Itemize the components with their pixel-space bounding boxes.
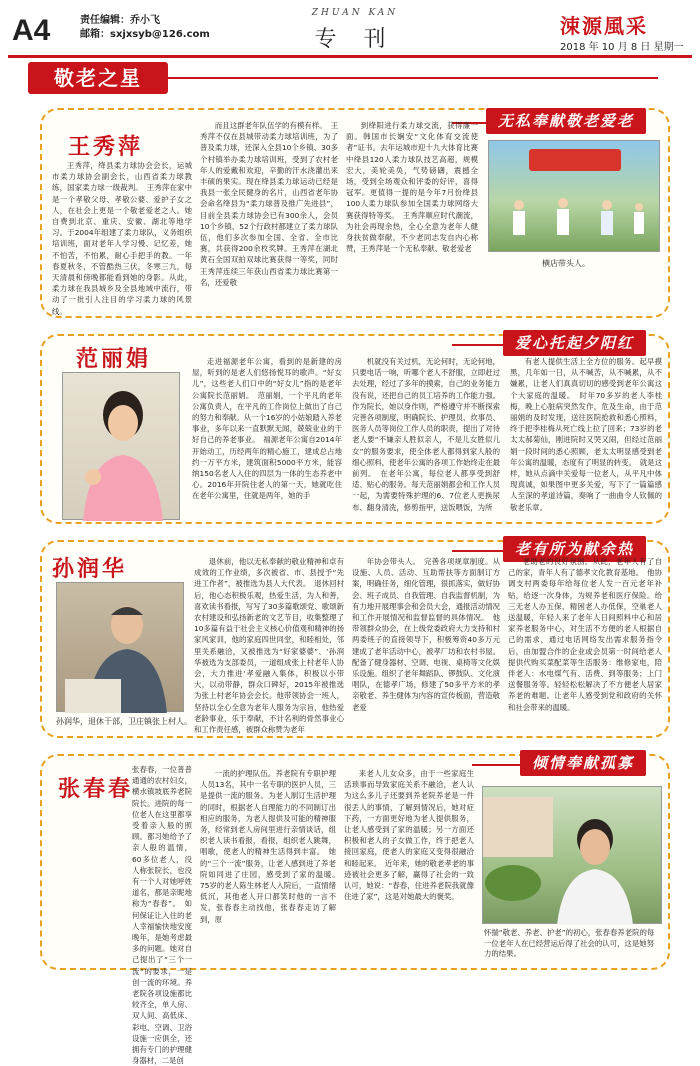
performer-head (635, 203, 643, 211)
shirt-shape (557, 869, 633, 925)
performer-head (602, 200, 612, 210)
paper-shape (65, 679, 121, 713)
header-divider (8, 55, 692, 58)
story-column-3: 有老人提供生活上全方位的服务。起早摸黑，几年如一日，从不喊苦，从不喊累，从不嫌累，让老人们真真切切的感受到老年公寓这个大家庭的温暖。 时年70多岁的老人李桂梅，晚上心脏病突然发作，危及生命，由于范丽娟的及时发现，送往医院抢救和悉心照料，终于把李桂梅从死亡线上拉了回来；73岁的老太太郝菊仙，刚进院时又哭又闹，但经过范丽娟一段时间的悉心照顾，老太太明显感受到老年公寓的温暖，态度有了明显的转变。 就是这样，她从点滴中关爱每一位老人，从平凡中体现真诚，如果图中更多关爱，写下了一篇篇感人至深的孝道诗篇，奏响了一曲曲令人钦佩的敬老乐章。 (510, 357, 662, 512)
shrub-shape (485, 865, 541, 901)
story-name: 范丽娟 (76, 346, 152, 372)
story-tagline: 倾情奉献孤寡 (520, 750, 646, 776)
story-column-1: 王秀萍，绛县柔力球协会会长，运城市柔力球协会副会长，山西省柔力球教练，国家柔力球一级裁判。 王秀萍在家中是一个孝敬父母、孝敬公婆、爱护子女之人，在社会上更是一个敬老爱老之人。她自费到北京、重庆、安徽、湖北等地学习。于2004年组建了柔力球队，义务组织培训班，面对老年人学习慢、记忆差，她不怕苦，不怕累，耐心手把手的教。一年春夏秋冬，不管酷热三伏，冬寒三九，每天清晨和傍晚都能看到她的身影。从此，柔力球在我县城乡及全县地域中流行，带动了一批引人注目的学习柔力球的风景线。 (52, 161, 192, 316)
story-column-1: 走进福源老年公寓，看到的是新建的房屋，听到的是老人们悠扬悦耳的歌声。“好女儿”，这些老人们口中的“好女儿”指的是老年公寓院长范丽娟。 范丽娟，一个平凡的老年公寓负责人，在平凡的工作岗位上做出了自己的努力和奉献。从一个16岁的小姑娘踏入养老事业，多年以来一直默默无闻，兢兢业业的干好自己的养老事业。 福源老年公寓自2014年开始动工，历经两年的精心施工，建成总占地约一万平方米，建筑面积5000平方米，能容纳150名老人入住的四层为一体的生态养老中心。2016年开院住老人的第一天，她就吃住在老年公寓里，住就是两年，她的手 (192, 357, 342, 501)
section-banner (28, 62, 168, 94)
performance-photo (489, 141, 661, 253)
masthead-title: 涑源風采 (560, 14, 648, 38)
performer-body (513, 211, 525, 235)
face-shape (580, 829, 610, 865)
story-name: 孙润华 (52, 556, 128, 582)
section-title: 敬老之星 (54, 66, 142, 90)
photo-caption: 孙润华，退休干部，卫庄镇张上村人。 (56, 717, 192, 726)
story-card-2 (40, 334, 670, 524)
performer-body (634, 212, 644, 234)
story-tagline: 老有所为献余热 (503, 536, 646, 562)
photo-banner-shape (529, 149, 621, 171)
story-photo (488, 140, 660, 252)
story-tagline: 爱心托起夕阳红 (503, 330, 646, 356)
building-shape (483, 797, 553, 857)
story-name: 王秀萍 (68, 134, 144, 160)
story-photo (62, 372, 180, 520)
story-column-2: 机就没有关过机，无论何时，无论何地，只要电话一响，听哪个老人不舒服，立即赶过去处理，经过了多年的摸索，自己的业务能力没有说，还把自己的员工培养的工作能力强。作为院长，她以身作则，严格遵守并不断探索完善各项制度，明确院长、护理员、炊事员、医务人员等岗位工作人员的职责，提出了对待老人要“不嫌亲人胜似亲人，不是儿女胜似儿女”的服务要求，使全体老人都得到家人般的细心照料，使老年公寓的各项工作始终走在最前列。 在老年公寓，每位老人都享受到舒适、贴心的服务。每天范丽娟都会和工作人员一起，为需要特殊护理的6、7位老人更换尿布、翻身清洗，修剪指甲，送饭喂饭，为所 (352, 357, 500, 512)
uniform-shape (83, 455, 163, 521)
story-tagline: 无私奉献敬老爱老 (486, 108, 646, 134)
editor-info (80, 14, 210, 42)
portrait-photo (63, 373, 181, 521)
portrait-photo (483, 787, 663, 925)
page-number: A4 (12, 14, 51, 47)
story-column-2: 一流的护理队伍。养老院有专职护理人员13名，其中一名专职的医护人员，三是提供一流的服务。为老人制订生活护理的同时，根据老人自理能力的不同制订出相应的服务，为老人提供及可能的精神服务，经常到老人房间里进行亲情谈话，组织老人读书看报，看报，组织老人跳舞，唱歌，使老人的精神生活得到丰富。 她的“三个一流”服务，让老人感到进了养老院如同进了庄园，感受到了家的温暖。 75岁的老人陈生林老人入院后，一直情绪低沉，其他老人开口都笑时他的一言不发，张春春主动找他，张春春走访了解到，原 (200, 769, 344, 924)
story-column-2: 年协会带头人。 完善各项规章制度。从设施、人员、活动、互助帮扶等方面制订方案，明确任务，细化管理，很抓落实，做好协会、班子成员、自我管理、自我监督机制，为有力地开展理事会和会员大会，通报活动情况和工作开展情况和监督监督的具体情况。 他带领群众协会，在上级党委政府大力支持和村两委班子的直接领导下，积极筹资40多万元建成了老年活动中心，被孝厂坊和农村书屋。配备了健身器材、空调、电视、桌椅等文化娱乐设施。组织了老年舞蹈队、锣鼓队、文化演唱队，在德孝广场，修建了50多平方米的孝亲敬老、养生健体为内容的宣传板面，营造敬老爱 (352, 557, 500, 712)
story-card-1 (40, 108, 670, 318)
portrait-photo (57, 583, 185, 713)
section-label-en: ZHUAN KAN (311, 8, 399, 18)
email-line: 邮箱：sxjxsyb@126.com (80, 29, 210, 40)
page-header (0, 0, 700, 60)
editor-line: 责任编辑：乔小飞 (80, 15, 160, 26)
story-card-3 (40, 540, 670, 738)
story-column-1: 退休前，他以无私奉献的敬业精神和卓有成效的工作业绩，多次被省、市、县授予“先进工作者”，被推选为县人大代表。 退休回村后，他心态积极乐观，热爱生活，为人和善，喜欢读书看报，写写了30多篇歌颂党、歌颂新农村建设和弘扬新老的文艺节目，收集整理了10多篇有益于社会主义核心价值观和精神的扬家风家训，他的家庭四世同堂，和睦相处，邻里关系融洽，又被推选为“好家婆婆”、‘孙润华被选为支部委员，一道组成张上村老年人协会，大力推进‘孝爱融入集体，积极以小带大，以动带静，群众口碑好，2015年被推选为张上村老年协会会长。他带领协会一班人，坚持以全心全意为老年人服务为宗旨，他热爱老龄事业，乐于奉献，不计名利的骨然事业心和工作责任感，被群众称赞为老年 (194, 557, 344, 735)
story-card-4 (40, 754, 670, 1066)
performer-body (557, 209, 569, 235)
section-rule (168, 77, 658, 79)
story-photo (482, 786, 662, 924)
story-column-3: 来老人儿女众多，由于一些家庭生活琐事而导致家庭关系不融洽，老人认为这么多儿子还要到养老院养老是一件很丢人的事情，了解到情况后，她对症下药，一方面更好地为老人提供服务，让老人感受到了家的温暖；另一方面还积极和老人的子女做工作，终于把老人接回家庭，使老人的家庭又变得很融洽和睦起来。 近年来，她的敬老孝老的事迹被社会更多了解，赢得了社会的一致认可，她说：“春春，住进养老院我就像住进了家”，这是对她最大的褒奖。 (344, 769, 474, 902)
thumb-up-hand (85, 469, 101, 485)
story-column-3: 到绛阳进行柔力球交流，获得廉一面。韩国市长娴安“文化体育交流使者”证书。去年运城市迎十九大体育比赛中绛县120人柔力球队技艺高超，规模宏大，美轮美奂，气势磅礴，震撼全场，受到全场观众和评委的好评，喜得冠军。更值得一提的是今年7月份绛县100人柔力球队参加全国柔力球网络大赛获得特等奖。 王秀萍顺应时代潮流，为社会再现余热，全心全意为老年人健身扶贫做奉献，不少老同志发自内心称赞，王秀萍是一个无私奉献、敬老爱老 (346, 121, 478, 254)
story-column-1: 张春春，一位普普通通的农村妇女，横水镇坡底养老院院长。进院的每一位老人在这里都享受着亲人般的照顾。都习她给予了亲人般的温情，60多位老人，没人称张院长，也没有一个人对她呼姓道名，都是亲昵地称为“春春”。 如何保证让入住的老人幸福愉快地安度晚年，是她考虑最多的问题。她对自己提出了“三个一流”的要求，一是创一流的环境。养老院各项设施都比较齐全，单人房、双人间、高低床、彩电、空调、卫浴设施一应俱全，还拥有专门的护理健身器材，二是创 (132, 765, 192, 1066)
story-photo (56, 582, 184, 712)
performer-body (601, 211, 613, 235)
hair-shape (111, 607, 143, 615)
photo-caption: 怀揣“敬老、养老、护老”的初心，张春春养老院的每一位老年人在已经营运后得了社会的认可，这是她努力的结果。 (484, 928, 655, 959)
performer-head (558, 198, 568, 208)
section-label-cn: 专 刊 (314, 27, 396, 52)
story-name: 张春春 (58, 776, 134, 802)
performer-head (514, 200, 524, 210)
story-column-2: 而且这群老年队伍学的有模有样。 王秀萍不仅在县城带动柔力球培训班，为了普及柔力球，还深入全县10个乡镇、30多个村镇举办柔力球培训班，受到了农村老年人的爱戴和欢迎，辛勤的汗水浇灌出来丰硕的果实。现在绛县柔力球运动已经是我县一张全民健身的名片，山西省老年协会命名绛县为“柔力球普及推广先进县”，目前全县柔力球协会已有300余人，会员10个乡镇、52个行政村都建立了柔力球队伍，他们多次参加全国、全省、全市比赛，共获得200余枚奖牌。王秀萍在湖北黄石全国双拍双球比赛获得一等奖，同时王秀萍连续三年获山西省柔力球比赛第一名，还爱敬 (200, 121, 338, 287)
photo-caption: 横店带头人。 (542, 259, 590, 268)
face-shape (108, 405, 138, 441)
story-column-3: 老助老的良好氛围。从此，老年人有了自己的家，青年人有了德孝文化教育基地。 他协调支村两委每年给每位老人发一百元老年补贴，给逐一次身体，为规养老和医疗保险。给三无老人办五保、精困老人办低保，空巢老人送温暖，年轻人来了老年人日间照料中心和居家养老服务中心，对生活不方便的老人根据自己的需求，通过电话网络发出需求服务指令后，由加盟合作的企业或会员第一时间给老人提供代购买菜配菜等生活服务：维修家电，陪伴老人：水电煤气有、活费、到等服务；上门送餐服务等。轻轻松松解决了不方便老人居家养老的难题。让老年人感受到党和政府的关怀和社会带来的温暖。 (508, 557, 662, 712)
issue-date: 2018 年 10 月 8 日 星期一 (560, 42, 684, 53)
